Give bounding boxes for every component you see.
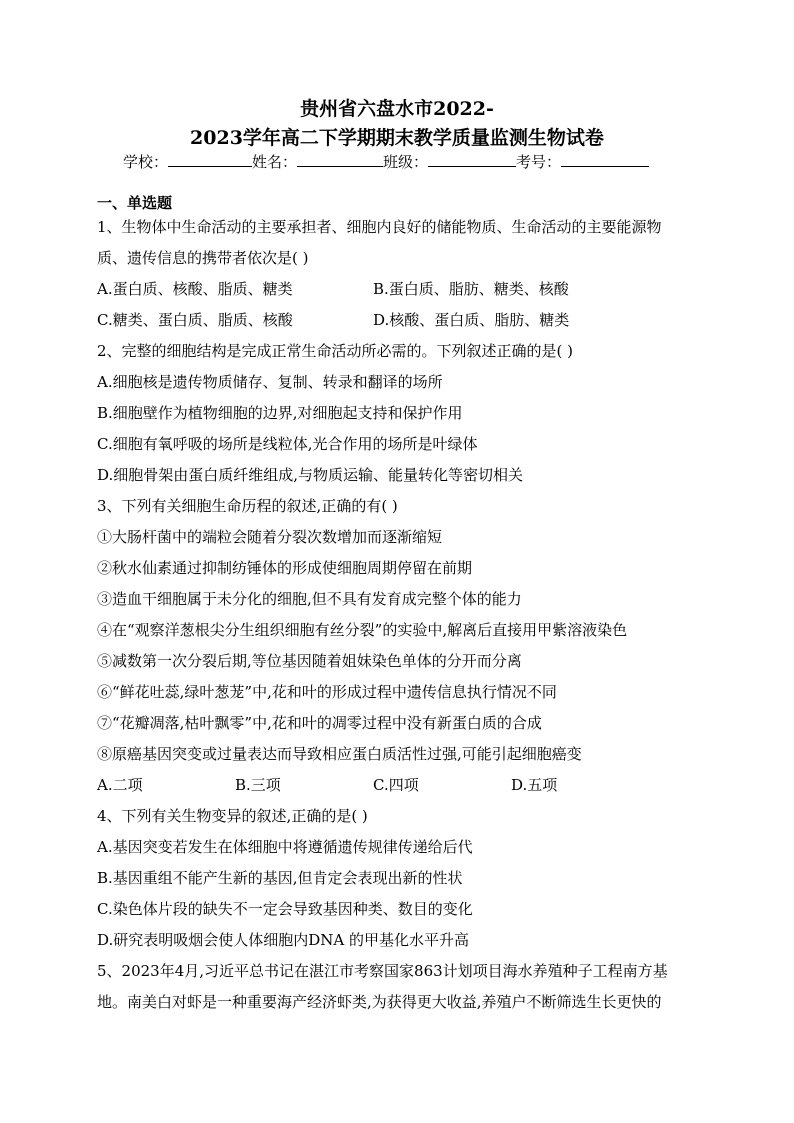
q1-stem-line-2: 质、遗传信息的携带者依次是( ) bbox=[97, 249, 309, 267]
school-blank[interactable] bbox=[168, 151, 252, 167]
q3-option-d: D.五项 bbox=[511, 776, 558, 794]
name-label: 姓名： bbox=[252, 153, 298, 171]
q1-stem-line-1: 1、生物体中生命活动的主要承担者、细胞内良好的储能物质、生命活动的主要能源物 bbox=[97, 218, 662, 236]
q5-stem-line-1: 5、2023年4月,习近平总书记在湛江市考察国家863计划项目海水养殖种子工程南方基 bbox=[97, 962, 668, 980]
q2-option-c: C.细胞有氧呼吸的场所是线粒体,光合作用的场所是叶绿体 bbox=[97, 435, 478, 453]
q1-option-d: D.核酸、蛋白质、脂肪、糖类 bbox=[373, 311, 570, 329]
q4-option-d: D.研究表明吸烟会使人体细胞内DNA 的甲基化水平升高 bbox=[97, 931, 470, 949]
q3-option-b: B.三项 bbox=[235, 776, 281, 794]
q4-option-a: A.基因突变若发生在体细胞中将遵循遗传规律传递给后代 bbox=[97, 838, 473, 856]
exam-title-line-2: 2023学年高二下学期期末教学质量监测生物试卷 bbox=[190, 127, 604, 149]
q3-statement-6: ⑥“鲜花吐蕊,绿叶葱茏”中,花和叶的形成过程中遗传信息执行情况不同 bbox=[97, 683, 557, 701]
q4-stem: 4、下列有关生物变异的叙述,正确的是( ) bbox=[97, 807, 368, 825]
number-label: 考号： bbox=[516, 153, 562, 171]
q3-statement-7: ⑦“花瓣凋落,枯叶飘零”中,花和叶的凋零过程中没有新蛋白质的合成 bbox=[97, 714, 542, 732]
section-heading: 一、单选题 bbox=[97, 194, 173, 212]
q3-statement-4: ④在“观察洋葱根尖分生组织细胞有丝分裂”的实验中,解离后直接用甲紫溶液染色 bbox=[97, 621, 628, 639]
q1-option-b: B.蛋白质、脂肪、糖类、核酸 bbox=[373, 280, 569, 298]
q4-option-c: C.染色体片段的缺失不一定会导致基因种类、数目的变化 bbox=[97, 900, 473, 918]
class-label: 班级： bbox=[383, 153, 429, 171]
class-blank[interactable] bbox=[428, 151, 516, 167]
q2-stem: 2、完整的细胞结构是完成正常生命活动所必需的。下列叙述正确的是( ) bbox=[97, 342, 574, 360]
school-label: 学校： bbox=[123, 153, 169, 171]
q1-option-a: A.蛋白质、核酸、脂质、糖类 bbox=[97, 280, 293, 298]
q1-options-row-2 bbox=[97, 305, 703, 336]
q1-options-row-1 bbox=[97, 274, 703, 305]
student-info-row bbox=[123, 151, 649, 173]
name-blank[interactable] bbox=[297, 151, 383, 167]
q3-stem: 3、下列有关细胞生命历程的叙述,正确的有( ) bbox=[97, 497, 398, 515]
q3-statement-1: ①大肠杆菌中的端粒会随着分裂次数增加而逐渐缩短 bbox=[97, 528, 443, 546]
q4-option-b: B.基因重组不能产生新的基因,但肯定会表现出新的性状 bbox=[97, 869, 463, 887]
number-blank[interactable] bbox=[561, 151, 649, 167]
q2-option-a: A.细胞核是遗传物质储存、复制、转录和翻译的场所 bbox=[97, 373, 443, 391]
exam-title-line-1: 贵州省六盘水市2022- bbox=[300, 98, 494, 120]
q3-options-row bbox=[97, 770, 703, 801]
question-list bbox=[97, 212, 703, 1018]
q3-statement-2: ②秋水仙素通过抑制纺锤体的形成使细胞周期停留在前期 bbox=[97, 559, 473, 577]
q5-stem-line-2: 地。南美白对虾是一种重要海产经济虾类,为获得更大收益,养殖户不断筛选生长更快的 bbox=[97, 993, 662, 1011]
q2-option-b: B.细胞壁作为植物细胞的边界,对细胞起支持和保护作用 bbox=[97, 404, 463, 422]
q3-statement-5: ⑤减数第一次分裂后期,等位基因随着姐妹染色单体的分开而分离 bbox=[97, 652, 522, 670]
q1-option-c: C.糖类、蛋白质、脂质、核酸 bbox=[97, 311, 293, 329]
q3-option-c: C.四项 bbox=[373, 776, 419, 794]
q2-option-d: D.细胞骨架由蛋白质纤维组成,与物质运输、能量转化等密切相关 bbox=[97, 466, 524, 484]
q3-statement-8: ⑧原癌基因突变或过量表达而导致相应蛋白质活性过强,可能引起细胞癌变 bbox=[97, 745, 582, 763]
q3-option-a: A.二项 bbox=[97, 776, 143, 794]
q3-statement-3: ③造血干细胞属于未分化的细胞,但不具有发育成完整个体的能力 bbox=[97, 590, 522, 608]
